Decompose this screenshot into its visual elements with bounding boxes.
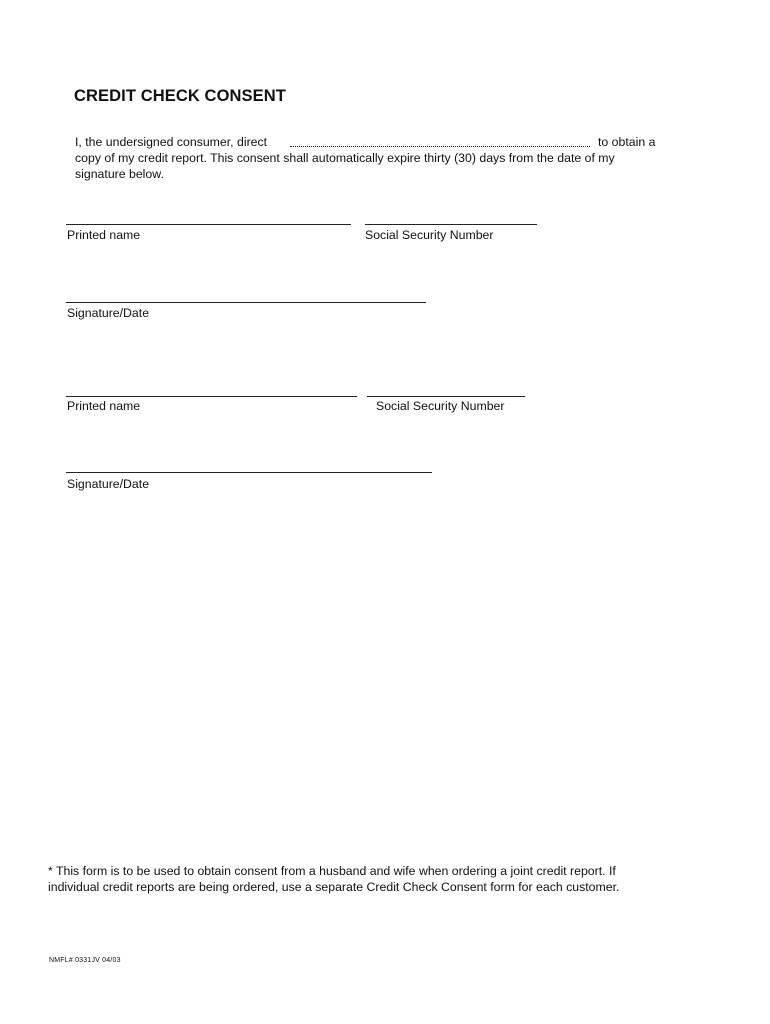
intro-line2: copy of my credit report. This consent shall automatically expire thirty (30) days from the date of my (75, 151, 615, 165)
form-number: NMFL# 0331JV 04/03 (49, 957, 121, 964)
intro-line1-after: to obtain a (598, 135, 656, 149)
printed-name-line-1 (66, 224, 351, 225)
intro-line3: signature below. (75, 167, 164, 181)
ssn-line-2 (367, 396, 525, 397)
signature-date-label-2: Signature/Date (67, 477, 150, 491)
ssn-label-1: Social Security Number (365, 228, 494, 242)
printed-name-line-2 (66, 396, 357, 397)
footnote-line2: individual credit reports are being ordered, use a separate Credit Check Consent form for each customer. (48, 880, 620, 894)
signature-line-2 (66, 472, 432, 473)
printed-name-label-1: Printed name (67, 228, 141, 242)
printed-name-label-2: Printed name (67, 399, 141, 413)
ssn-label-2: Social Security Number (376, 399, 505, 413)
company-blank-line (290, 146, 590, 147)
ssn-line-1 (365, 224, 537, 225)
intro-line1-before: I, the undersigned consumer, direct (75, 135, 268, 149)
signature-line-1 (66, 302, 426, 303)
footnote (48, 863, 619, 895)
signature-date-label-1: Signature/Date (67, 306, 150, 320)
document-title: CREDIT CHECK CONSENT (74, 87, 286, 105)
footnote-line1: * This form is to be used to obtain consent from a husband and wife when ordering a joint credit report. If (48, 864, 616, 878)
